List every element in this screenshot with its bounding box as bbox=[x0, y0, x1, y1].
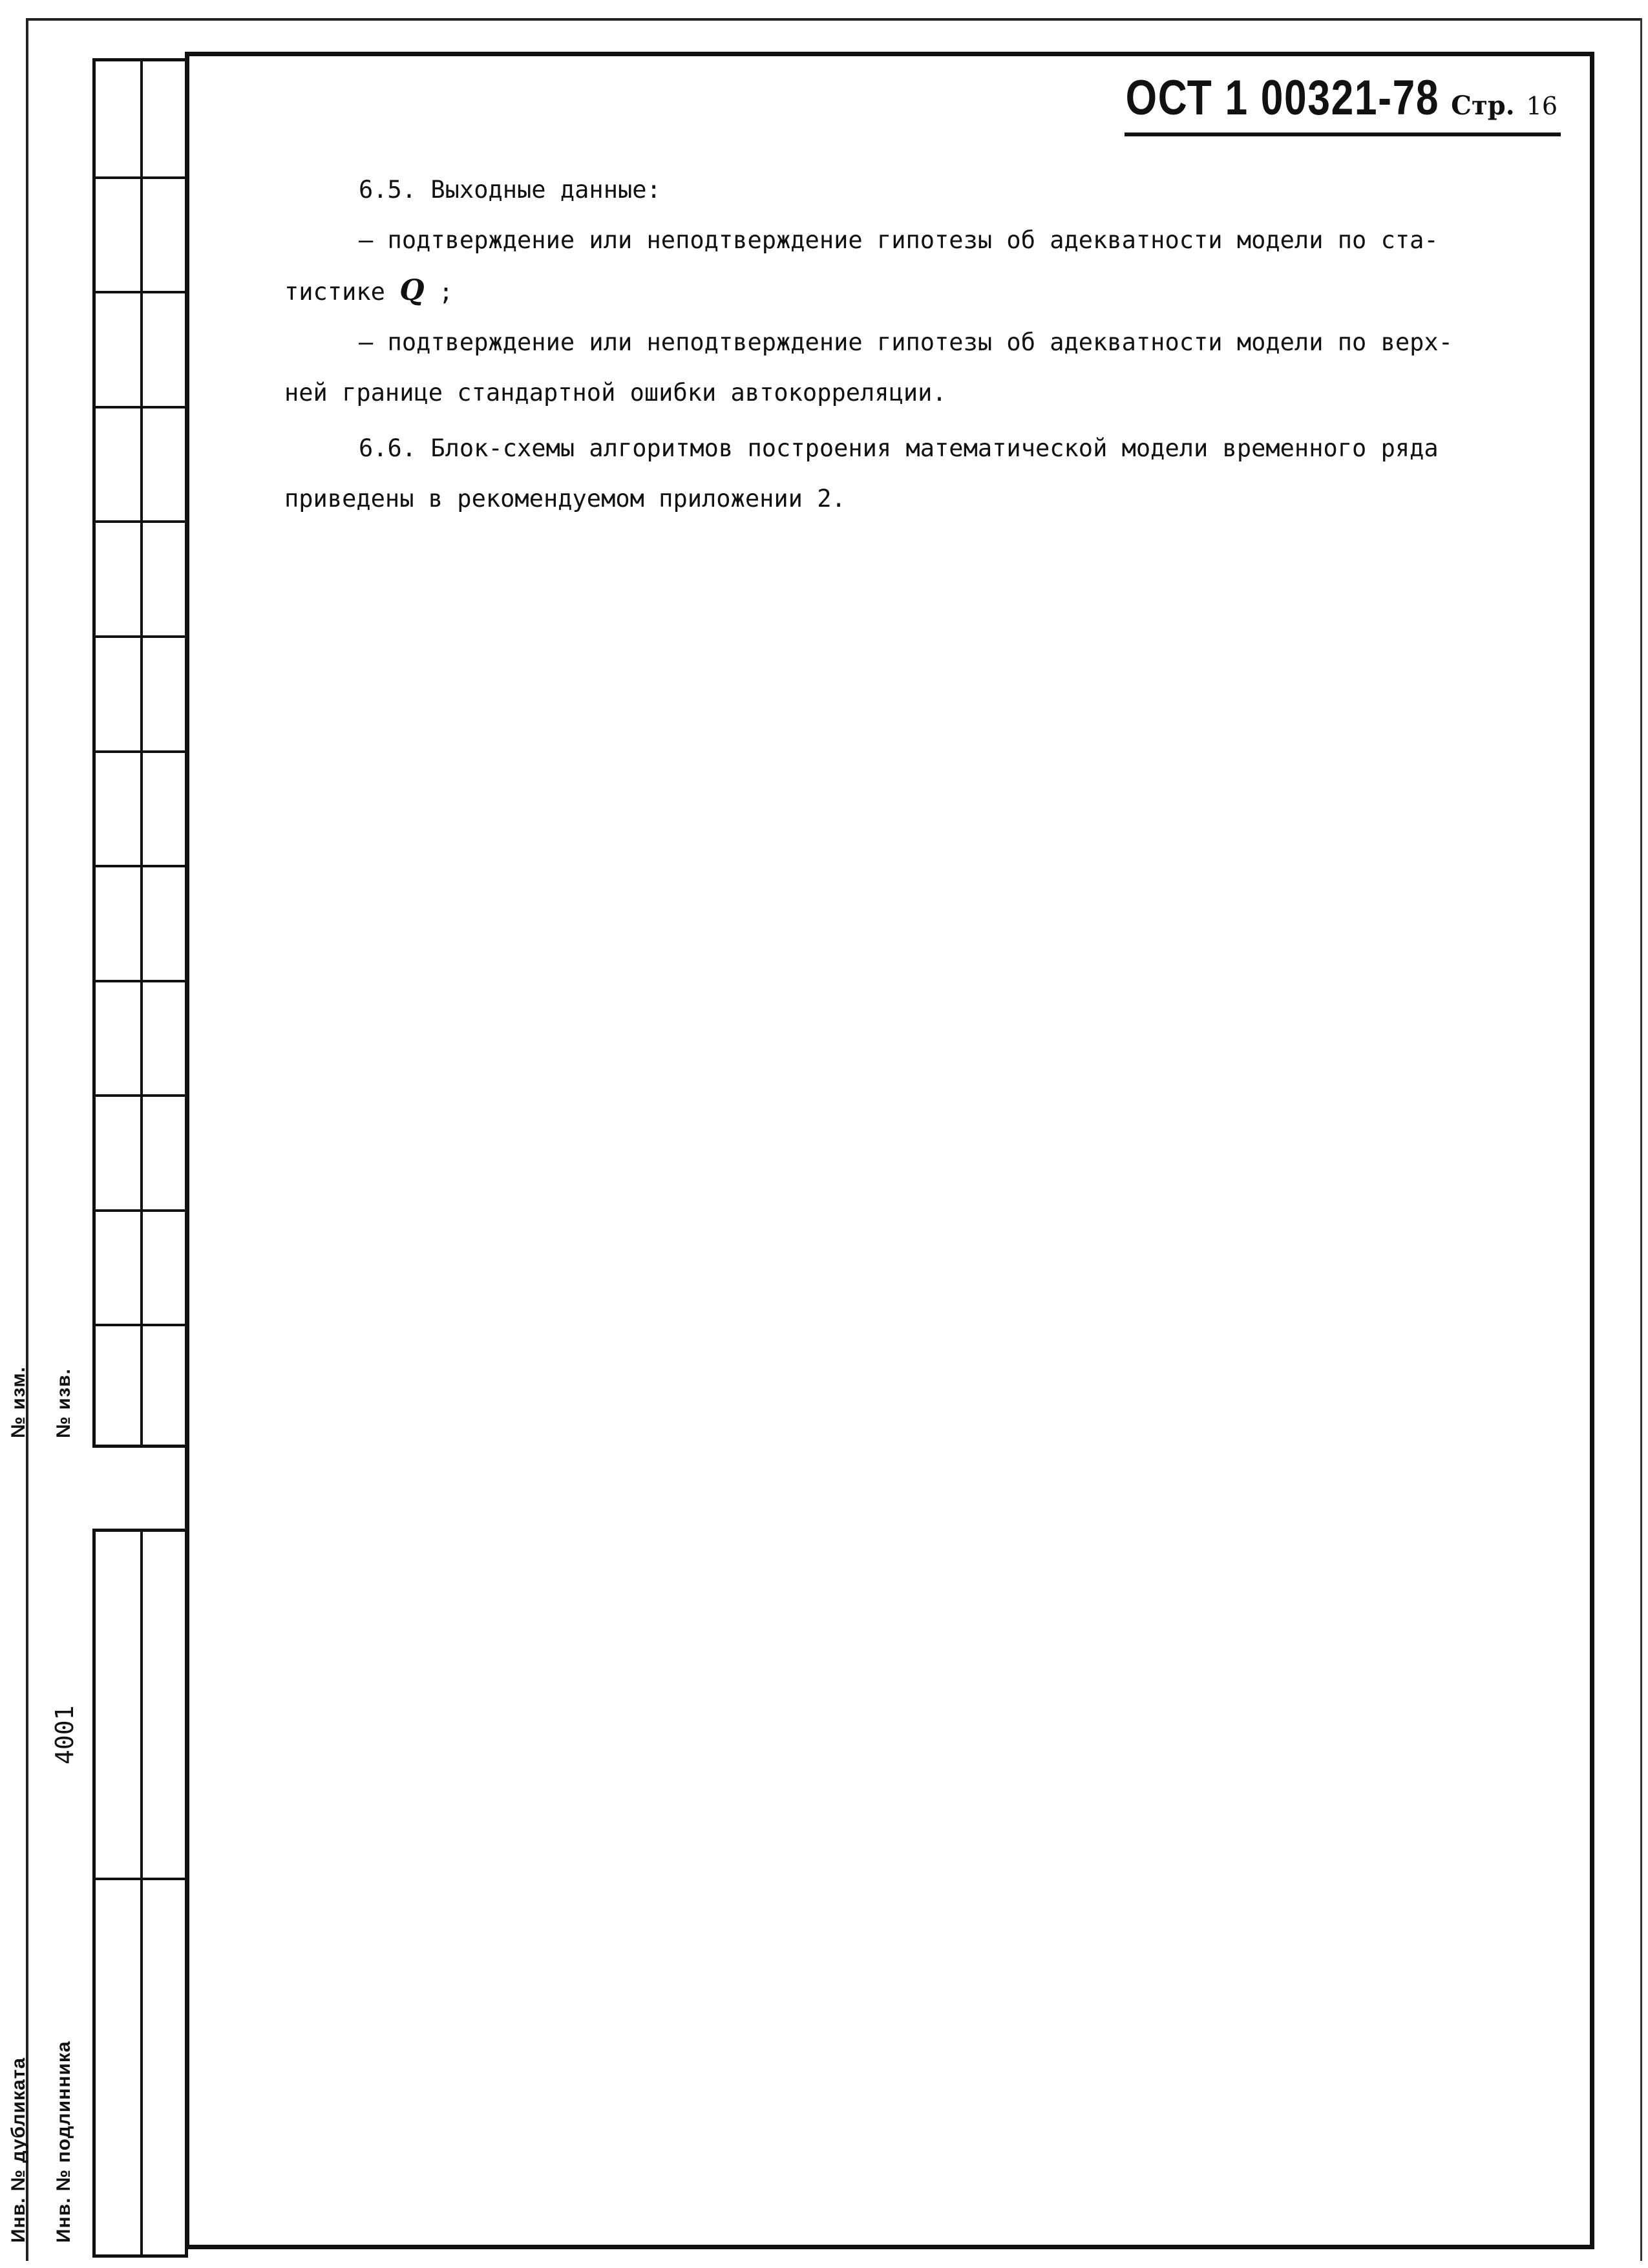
paragraph-text: – подтверждение или неподтверждение гипотезы об адекватности модели по верх- bbox=[359, 328, 1453, 356]
paragraph-text: ней границе стандартной ошибки автокорреляции. bbox=[284, 379, 947, 407]
scan-edge-left bbox=[26, 18, 28, 2261]
doc-header bbox=[1057, 70, 1558, 128]
margin-strip-lower bbox=[92, 1529, 188, 2258]
strip-row-line bbox=[96, 865, 185, 867]
label-inv-podl: Инв. № подлинника bbox=[53, 2040, 74, 2243]
inv-number: 4001 bbox=[50, 1705, 79, 1765]
paragraph-output-q bbox=[284, 215, 1506, 266]
strip-row-line bbox=[96, 520, 185, 523]
document-body bbox=[284, 165, 1506, 524]
strip-row-line bbox=[96, 1878, 185, 1880]
label-izm: № изм. bbox=[8, 1366, 29, 1438]
paragraph-text: ; bbox=[438, 278, 454, 306]
page-label: Стр. bbox=[1451, 90, 1515, 121]
doc-code: ОСТ 1 00321-78 bbox=[1125, 70, 1440, 125]
paragraph-6-6 bbox=[284, 423, 1506, 474]
strip-row-line bbox=[96, 176, 185, 179]
paragraph-text: приведены в рекомендуемом приложении 2. bbox=[284, 485, 846, 513]
strip-row-line bbox=[96, 1209, 185, 1212]
paragraph-output-acf bbox=[284, 317, 1506, 368]
strip-row-line bbox=[96, 291, 185, 293]
strip-row-line bbox=[96, 750, 185, 753]
paragraph-text: 6.6. Блок-схемы алгоритмов построения математической модели временного ряда bbox=[359, 434, 1439, 462]
scan-edge-top bbox=[26, 18, 1642, 21]
paragraph-6-6-cont bbox=[284, 474, 1506, 524]
paragraph-6-5 bbox=[284, 165, 1506, 215]
page-number: 16 bbox=[1526, 92, 1558, 120]
strip-row-line bbox=[96, 1094, 185, 1097]
paragraph-text: тистике bbox=[284, 278, 385, 306]
strip-row-line bbox=[96, 406, 185, 408]
header-rule bbox=[1125, 132, 1561, 136]
q-symbol: Q bbox=[399, 274, 425, 307]
scan-edge-right bbox=[1640, 18, 1642, 2261]
strip-divider bbox=[140, 1532, 143, 2254]
paragraph-text: 6.5. Выходные данные: bbox=[359, 176, 661, 204]
label-izv: № изв. bbox=[53, 1368, 74, 1438]
strip-row-line bbox=[96, 980, 185, 982]
label-inv-dubl: Инв. № дубликата bbox=[8, 2057, 29, 2243]
strip-row-line bbox=[96, 1324, 185, 1326]
paragraph-output-q-cont bbox=[284, 266, 1506, 317]
margin-strip-upper bbox=[92, 58, 188, 1448]
strip-row-line bbox=[96, 635, 185, 638]
strip-divider bbox=[140, 61, 143, 1445]
paragraph-output-acf-cont bbox=[284, 368, 1506, 418]
paragraph-text: – подтверждение или неподтверждение гипотезы об адекватности модели по ста- bbox=[359, 226, 1439, 254]
